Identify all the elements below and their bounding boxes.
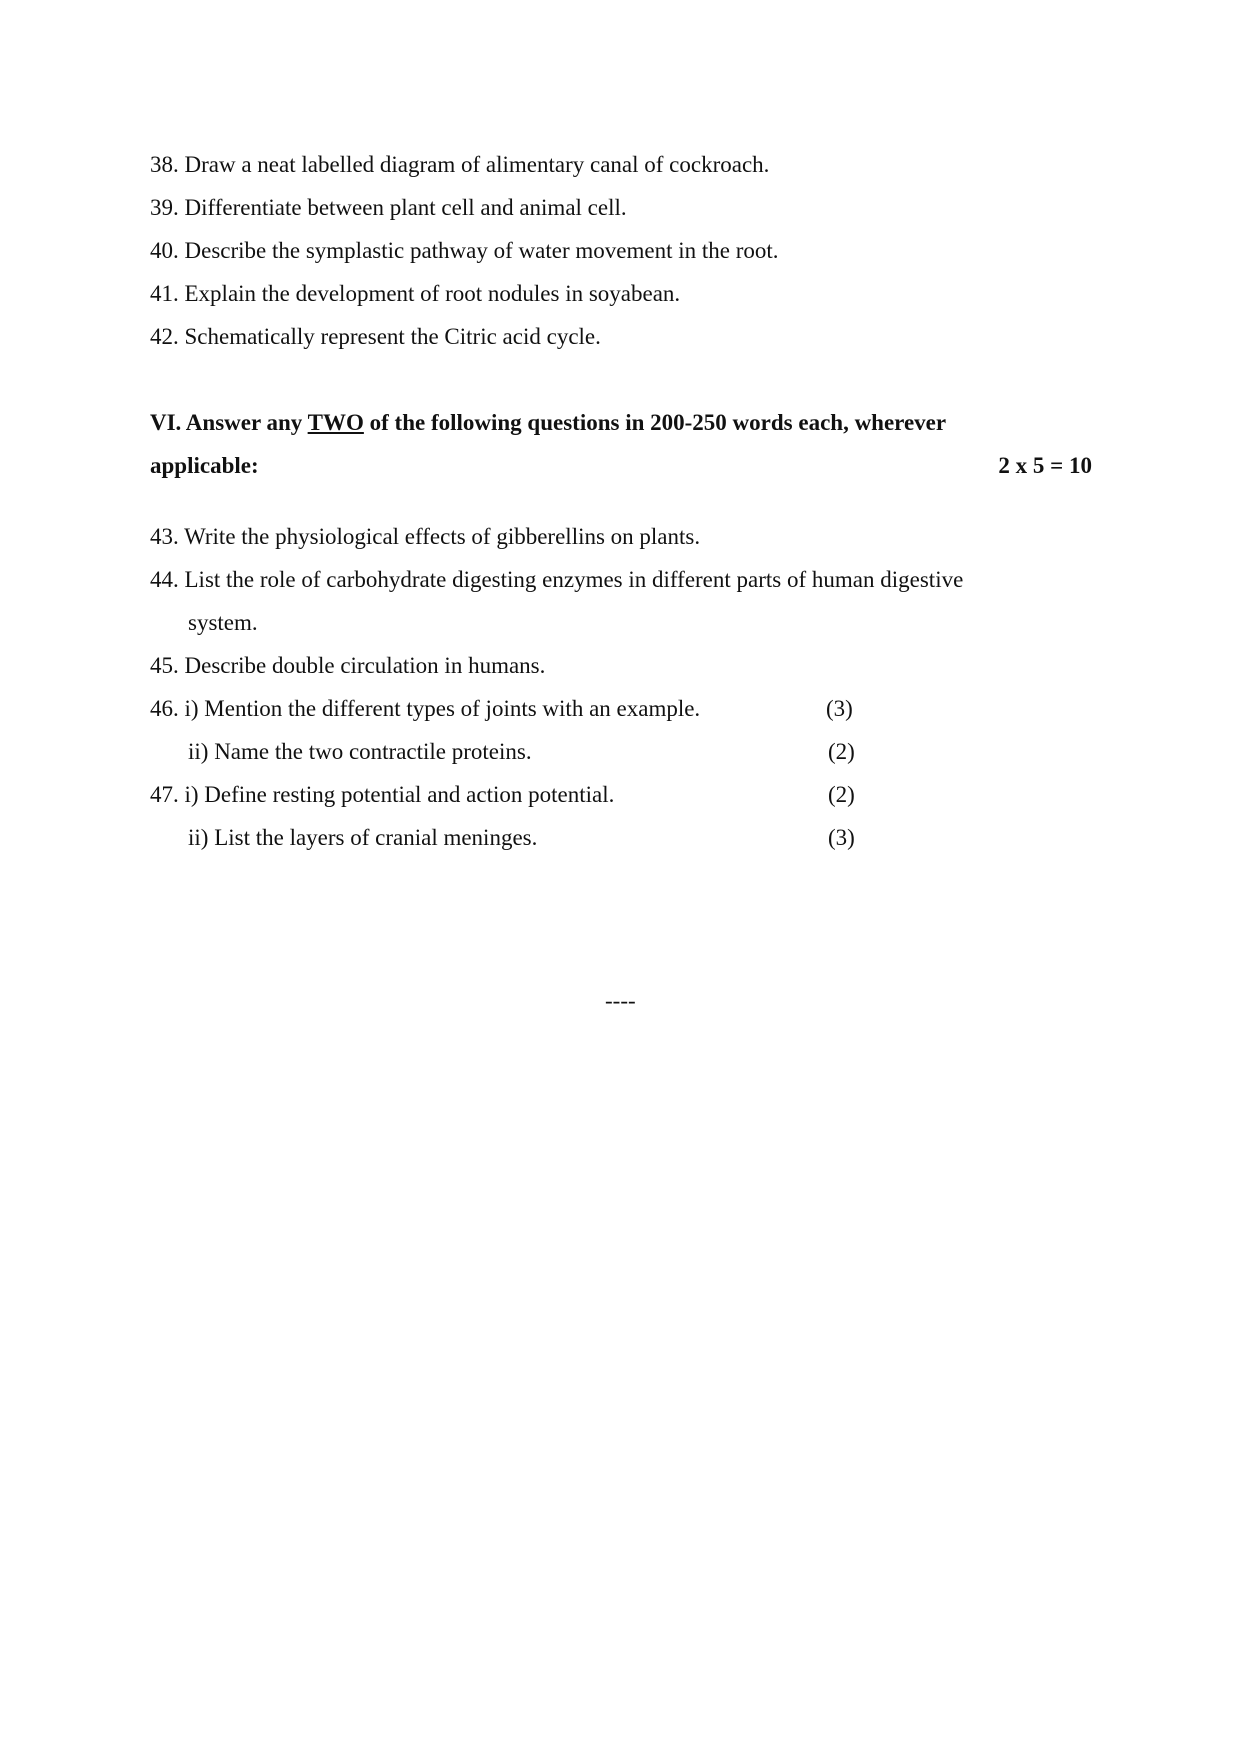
section-heading-prefix: VI. Answer any (150, 410, 308, 435)
question-part-i: i) Mention the different types of joints with an example. (184, 696, 701, 721)
section-vi-heading (150, 408, 946, 438)
question-text: Describe double circulation in humans. (184, 653, 546, 678)
section-heading-emphasis: TWO (307, 410, 364, 435)
question-number: 47. (150, 782, 179, 807)
question-47 (150, 780, 614, 810)
question-text: Draw a neat labelled diagram of alimentary canal of cockroach. (184, 152, 770, 177)
question-44 (150, 565, 963, 595)
question-text: Explain the development of root nodules in soyabean. (184, 281, 681, 306)
question-number: 41. (150, 281, 179, 306)
question-number: 39. (150, 195, 179, 220)
question-number: 43. (150, 524, 179, 549)
question-41 (150, 279, 680, 309)
section-heading-applicable: applicable: (150, 453, 259, 478)
end-of-paper-mark: ---- (605, 988, 636, 1013)
question-text: Describe the symplastic pathway of water movement in the root. (184, 238, 779, 263)
question-47-part-ii-marks: (3) (828, 825, 855, 850)
question-number: 38. (150, 152, 179, 177)
question-40 (150, 236, 779, 266)
question-number: 40. (150, 238, 179, 263)
question-46 (150, 694, 700, 724)
question-44-continuation: system. (188, 610, 258, 635)
question-text: Schematically represent the Citric acid cycle. (184, 324, 601, 349)
question-47-part-i-marks: (2) (828, 782, 855, 807)
question-part-i: i) Define resting potential and action potential. (184, 782, 615, 807)
question-45 (150, 651, 545, 681)
question-number: 45. (150, 653, 179, 678)
question-46-part-ii-marks: (2) (828, 739, 855, 764)
question-text: List the role of carbohydrate digesting enzymes in different parts of human digestive (184, 567, 964, 592)
question-38 (150, 150, 769, 180)
question-number: 46. (150, 696, 179, 721)
section-vi-marks: 2 x 5 = 10 (998, 453, 1092, 478)
question-number: 42. (150, 324, 179, 349)
question-47-part-ii: ii) List the layers of cranial meninges. (188, 825, 538, 850)
question-text: Differentiate between plant cell and animal cell. (184, 195, 627, 220)
section-heading-suffix: of the following questions in 200-250 words each, wherever (363, 410, 947, 435)
question-text: Write the physiological effects of gibberellins on plants. (184, 524, 701, 549)
question-43 (150, 522, 700, 552)
section-vi-heading-line2 (150, 451, 259, 481)
question-42 (150, 322, 601, 352)
question-number: 44. (150, 567, 179, 592)
question-39 (150, 193, 627, 223)
question-46-part-i-marks: (3) (826, 696, 853, 721)
question-46-part-ii: ii) Name the two contractile proteins. (188, 739, 532, 764)
